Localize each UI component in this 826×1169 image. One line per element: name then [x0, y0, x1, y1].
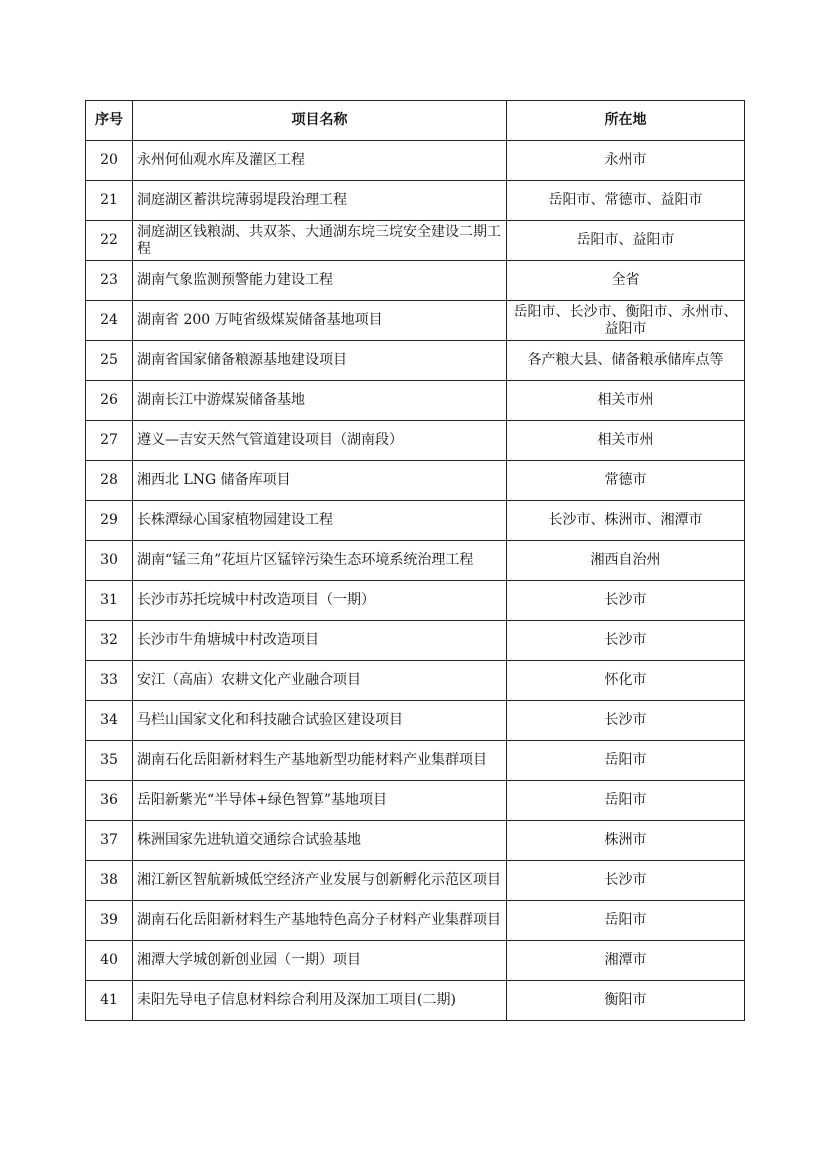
table-row: [86, 221, 745, 261]
table-row: [86, 741, 745, 781]
row-project-name: 洞庭湖区钱粮湖、共双茶、大通湖东垸三垸安全建设二期工程: [133, 221, 507, 261]
table-header-row: [86, 101, 745, 141]
header-number: 序号: [86, 101, 133, 141]
table-row: [86, 861, 745, 901]
row-project-name: 永州何仙观水库及灌区工程: [133, 141, 507, 181]
row-project-name: 湘江新区智航新城低空经济产业发展与创新孵化示范区项目: [133, 861, 507, 901]
row-project-name: 洞庭湖区蓄洪垸薄弱堤段治理工程: [133, 181, 507, 221]
row-location: 长沙市、株洲市、湘潭市: [507, 501, 745, 541]
row-location: 全省: [507, 261, 745, 301]
row-location: 长沙市: [507, 621, 745, 661]
table-row: [86, 621, 745, 661]
row-project-name: 湖南气象监测预警能力建设工程: [133, 261, 507, 301]
row-project-name: 湖南长江中游煤炭储备基地: [133, 381, 507, 421]
row-project-name: 长沙市牛角塘城中村改造项目: [133, 621, 507, 661]
row-location: 株洲市: [507, 821, 745, 861]
table-row: [86, 461, 745, 501]
table-row: [86, 541, 745, 581]
row-location: 长沙市: [507, 581, 745, 621]
row-number: 28: [86, 461, 133, 501]
row-project-name: 岳阳新紫光“半导体+绿色智算”基地项目: [133, 781, 507, 821]
table-row: [86, 901, 745, 941]
row-number: 29: [86, 501, 133, 541]
header-location: 所在地: [507, 101, 745, 141]
row-project-name: 长株潭绿心国家植物园建设工程: [133, 501, 507, 541]
row-project-name: 马栏山国家文化和科技融合试验区建设项目: [133, 701, 507, 741]
row-number: 26: [86, 381, 133, 421]
row-number: 30: [86, 541, 133, 581]
row-number: 38: [86, 861, 133, 901]
row-number: 25: [86, 341, 133, 381]
row-location: 相关市州: [507, 381, 745, 421]
row-project-name: 湖南省 200 万吨省级煤炭储备基地项目: [133, 301, 507, 341]
row-location: 怀化市: [507, 661, 745, 701]
table-body: [86, 141, 745, 1021]
table-row: [86, 781, 745, 821]
row-number: 32: [86, 621, 133, 661]
table-row: [86, 421, 745, 461]
row-location: 岳阳市、长沙市、衡阳市、永州市、益阳市: [507, 301, 745, 341]
project-table: [85, 100, 745, 1021]
row-number: 37: [86, 821, 133, 861]
table-row: [86, 261, 745, 301]
row-project-name: 湘西北 LNG 储备库项目: [133, 461, 507, 501]
row-location: 岳阳市: [507, 741, 745, 781]
row-location: 长沙市: [507, 701, 745, 741]
row-project-name: 湖南“锰三角”花垣片区锰锌污染生态环境系统治理工程: [133, 541, 507, 581]
table-row: [86, 661, 745, 701]
table-row: [86, 381, 745, 421]
table-row: [86, 701, 745, 741]
row-location: 永州市: [507, 141, 745, 181]
table-row: [86, 941, 745, 981]
row-number: 31: [86, 581, 133, 621]
row-project-name: 遵义—吉安天然气管道建设项目（湖南段）: [133, 421, 507, 461]
row-project-name: 安江（高庙）农耕文化产业融合项目: [133, 661, 507, 701]
row-location: 岳阳市: [507, 901, 745, 941]
table-row: [86, 981, 745, 1021]
row-location: 各产粮大县、储备粮承储库点等: [507, 341, 745, 381]
row-project-name: 湘潭大学城创新创业园（一期）项目: [133, 941, 507, 981]
table-row: [86, 181, 745, 221]
row-number: 27: [86, 421, 133, 461]
row-number: 22: [86, 221, 133, 261]
row-number: 34: [86, 701, 133, 741]
row-number: 33: [86, 661, 133, 701]
table-row: [86, 141, 745, 181]
row-project-name: 湖南石化岳阳新材料生产基地特色高分子材料产业集群项目: [133, 901, 507, 941]
row-project-name: 湖南省国家储备粮源基地建设项目: [133, 341, 507, 381]
row-number: 41: [86, 981, 133, 1021]
table-row: [86, 501, 745, 541]
row-location: 常德市: [507, 461, 745, 501]
row-project-name: 长沙市苏托垸城中村改造项目（一期）: [133, 581, 507, 621]
row-location: 岳阳市、益阳市: [507, 221, 745, 261]
table-row: [86, 301, 745, 341]
row-project-name: 湖南石化岳阳新材料生产基地新型功能材料产业集群项目: [133, 741, 507, 781]
row-number: 36: [86, 781, 133, 821]
table-row: [86, 341, 745, 381]
row-number: 35: [86, 741, 133, 781]
row-location: 衡阳市: [507, 981, 745, 1021]
row-number: 24: [86, 301, 133, 341]
row-number: 23: [86, 261, 133, 301]
row-location: 湘西自治州: [507, 541, 745, 581]
row-number: 39: [86, 901, 133, 941]
table-row: [86, 581, 745, 621]
row-location: 相关市州: [507, 421, 745, 461]
header-project-name: 项目名称: [133, 101, 507, 141]
table-row: [86, 821, 745, 861]
row-project-name: 株洲国家先进轨道交通综合试验基地: [133, 821, 507, 861]
row-project-name: 耒阳先导电子信息材料综合利用及深加工项目(二期): [133, 981, 507, 1021]
row-number: 20: [86, 141, 133, 181]
row-number: 40: [86, 941, 133, 981]
row-location: 岳阳市: [507, 781, 745, 821]
row-location: 湘潭市: [507, 941, 745, 981]
row-location: 长沙市: [507, 861, 745, 901]
row-number: 21: [86, 181, 133, 221]
row-location: 岳阳市、常德市、益阳市: [507, 181, 745, 221]
